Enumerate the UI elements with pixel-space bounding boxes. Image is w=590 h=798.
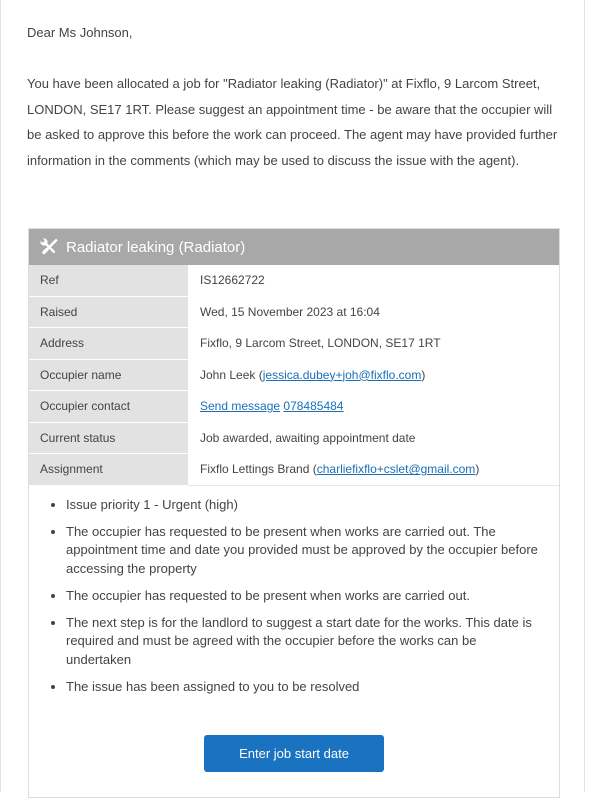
table-row [29, 422, 559, 454]
occupier-name-value: John Leek (jessica.dubey+joh@fixflo.com) [188, 359, 559, 391]
list-item: • The occupier has requested to be present when works are carried out. The appointment time and date you provided must be approved by the occupier before accessing the property [66, 523, 541, 579]
assignment-label: Assignment [29, 454, 188, 486]
list-item: • The next step is for the landlord to suggest a start date for the works. This date is required and must be agreed with the occupier before the works can be undertaken [66, 614, 541, 670]
status-value: Job awarded, awaiting appointment date [188, 422, 559, 454]
enter-job-start-date-button[interactable]: Enter job start date [204, 735, 384, 772]
job-card-title: Radiator leaking (Radiator) [66, 238, 246, 256]
job-card-header [29, 229, 559, 265]
table-row [29, 328, 559, 360]
table-row [29, 265, 559, 296]
ref-label: Ref [29, 265, 188, 296]
table-row [29, 391, 559, 423]
table-row [29, 296, 559, 328]
assignment-value: Fixflo Lettings Brand (charliefixflo+cslet@gmail.com) [188, 454, 559, 486]
occupier-email-link[interactable]: jessica.dubey+joh@fixflo.com [262, 367, 422, 382]
raised-value: Wed, 15 November 2023 at 16:04 [188, 296, 559, 328]
greeting: Dear Ms Johnson, [27, 25, 133, 40]
send-message-link[interactable]: Send message [200, 399, 281, 414]
table-row [29, 359, 559, 391]
occupier-name: John Leek [200, 367, 256, 382]
status-label: Current status [29, 422, 188, 454]
tools-icon [39, 237, 59, 257]
list-item: • The occupier has requested to be present when works are carried out. [66, 587, 541, 606]
ref-value: IS12662722 [188, 265, 559, 296]
job-details-table [29, 265, 559, 486]
occupier-phone-link[interactable]: 078485484 [283, 399, 344, 414]
table-row [29, 454, 559, 486]
job-notes-list [29, 486, 559, 697]
intro-paragraph: You have been allocated a job for "Radiator leaking (Radiator)" at Fixflo, 9 Larcom Street, LONDON, SE17 1RT. Please suggest an appointment time - be aware that the occupier will be asked to approve this before the work can proceed. The agent may have provided further information in the comments (which may be used to discuss the issue with the agent). [27, 76, 558, 168]
job-card [28, 228, 560, 798]
occupier-name-label: Occupier name [29, 359, 188, 391]
list-item: • Issue priority 1 - Urgent (high) [66, 496, 541, 515]
address-value: Fixflo, 9 Larcom Street, LONDON, SE17 1RT [188, 328, 559, 360]
occupier-contact-label: Occupier contact [29, 391, 188, 423]
list-item: • The issue has been assigned to you to be resolved [66, 678, 541, 697]
occupier-contact-value [188, 391, 559, 423]
address-label: Address [29, 328, 188, 360]
assignment-name: Fixflo Lettings Brand [200, 462, 310, 477]
assignment-email-link[interactable]: charliefixflo+cslet@gmail.com [316, 462, 476, 477]
raised-label: Raised [29, 296, 188, 328]
